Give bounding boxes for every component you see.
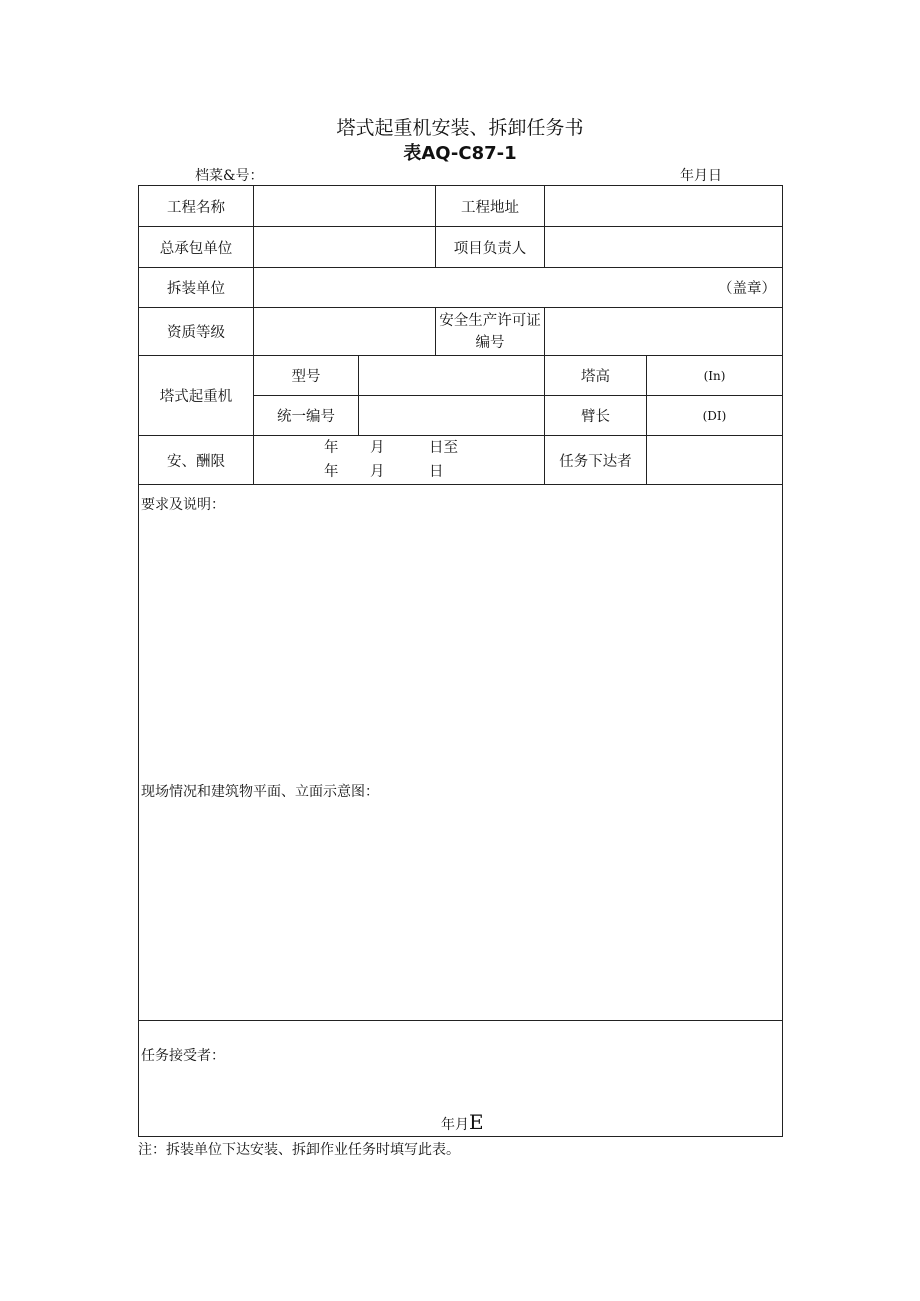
archive-number-label: 档菜&号：	[195, 168, 264, 184]
general-contractor-field[interactable]	[254, 227, 436, 268]
sign-date-suffix: E	[469, 1110, 484, 1134]
project-name-field[interactable]	[254, 186, 436, 227]
end-year-label: 年	[324, 464, 339, 480]
end-day-label: 日	[429, 464, 444, 480]
project-address-label: 工程地址	[436, 186, 545, 227]
seal-note: （盖章）	[718, 281, 776, 297]
unified-number-label: 统一编号	[254, 396, 359, 436]
form-code: 表AQ-C87-1	[403, 143, 517, 164]
project-leader-field[interactable]	[545, 227, 783, 268]
start-year-label: 年	[324, 440, 339, 456]
crane-label: 塔式起重机	[139, 356, 254, 436]
dismantling-unit-label: 拆装单位	[139, 268, 254, 308]
tower-height-unit: (In)	[703, 368, 726, 383]
start-date-line	[254, 436, 544, 460]
arm-length-field[interactable]	[647, 396, 783, 436]
time-limit-label: 安、酬限	[139, 436, 254, 485]
general-contractor-label: 总承包单位	[139, 227, 254, 268]
start-day-label: 日至	[429, 440, 458, 456]
page-title: 塔式起重机安装、拆卸任务书	[336, 117, 584, 139]
safety-permit-label: 安全生产许可证编号	[436, 308, 545, 356]
task-form-table	[138, 185, 783, 1137]
receiver-field[interactable]	[139, 1021, 783, 1137]
row-contractor	[139, 227, 783, 268]
requirements-label: 要求及说明：	[141, 497, 225, 513]
row-dismantling-unit	[139, 268, 783, 308]
project-leader-label: 项目负责人	[436, 227, 545, 268]
project-name-label: 工程名称	[139, 186, 254, 227]
time-limit-field[interactable]	[254, 436, 545, 485]
task-issuer-label: 任务下达者	[545, 436, 647, 485]
tower-height-field[interactable]	[647, 356, 783, 396]
qualification-label: 资质等级	[139, 308, 254, 356]
model-field[interactable]	[359, 356, 545, 396]
header-date-label: 年月日	[680, 168, 722, 184]
row-notes	[139, 485, 783, 1021]
end-month-label: 月	[370, 464, 385, 480]
row-time-limit	[139, 436, 783, 485]
receiver-label: 任务接受者：	[141, 1048, 225, 1064]
unified-number-field[interactable]	[359, 396, 545, 436]
site-plan-label: 现场情况和建筑物平面、立面示意图：	[141, 784, 379, 800]
row-project	[139, 186, 783, 227]
arm-length-unit: (DI)	[702, 408, 727, 423]
sign-date-prefix: 年月	[441, 1117, 469, 1133]
requirements-field[interactable]	[139, 485, 783, 1021]
footnote: 注：拆装单位下达安装、拆卸作业任务时填写此表。	[138, 1142, 460, 1158]
sign-date	[441, 1110, 484, 1134]
qualification-field[interactable]	[254, 308, 436, 356]
end-date-line	[254, 460, 544, 484]
task-issuer-field[interactable]	[647, 436, 783, 485]
project-address-field[interactable]	[545, 186, 783, 227]
row-receiver	[139, 1021, 783, 1137]
row-qualification	[139, 308, 783, 356]
safety-permit-field[interactable]	[545, 308, 783, 356]
row-crane-model	[139, 356, 783, 396]
dismantling-unit-field[interactable]	[254, 268, 783, 308]
start-month-label: 月	[370, 440, 385, 456]
arm-length-label: 臂长	[545, 396, 647, 436]
model-label: 型号	[254, 356, 359, 396]
tower-height-label: 塔高	[545, 356, 647, 396]
